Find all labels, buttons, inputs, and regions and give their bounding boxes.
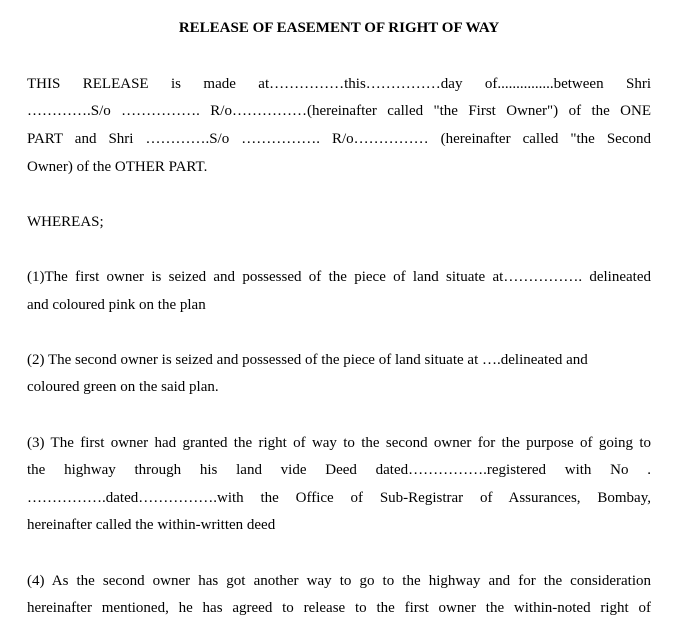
document-page [27,0,651,616]
clause-3-line-1: (3) The first owner had granted the right of way to the second owner for the purpose of going to [27,435,651,451]
clause-2-line-1: (2) The second owner is seized and possessed of the piece of land situate at ….delineated and [27,352,588,368]
intro-line-2: ………….S/o ……………. R/o……………(hereinafter called "the First Owner") of the ONE [27,103,651,119]
clause-3-line-2: the highway through his land vide Deed dated…………….registered with No . [27,462,651,478]
clause-4-line-2: hereinafter mentioned, he has agreed to release to the first owner the within-noted right of [27,600,651,616]
document-title: RELEASE OF EASEMENT OF RIGHT OF WAY [178,20,500,36]
clause-3-line-3: …………….dated…………….with the Office of Sub-Registrar of Assurances, Bombay, [27,490,651,506]
intro-line-1: THIS RELEASE is made at……………this……………day of...............between Shri [27,76,651,92]
clause-2-line-2: coloured green on the said plan. [27,379,219,395]
whereas-heading: WHEREAS; [27,214,104,230]
clause-1-line-1: (1)The first owner is seized and possessed of the piece of land situate at……………. delineated [27,269,651,285]
intro-line-3: PART and Shri ………….S/o ……………. R/o…………… (hereinafter called "the Second [27,131,651,147]
clause-3-line-4: hereinafter called the within-written deed [27,517,276,533]
intro-line-4: Owner) of the OTHER PART. [27,159,208,175]
clause-1-line-2: and coloured pink on the plan [27,297,206,313]
clause-4-line-1: (4) As the second owner has got another way to go to the highway and for the consideration [27,573,651,589]
